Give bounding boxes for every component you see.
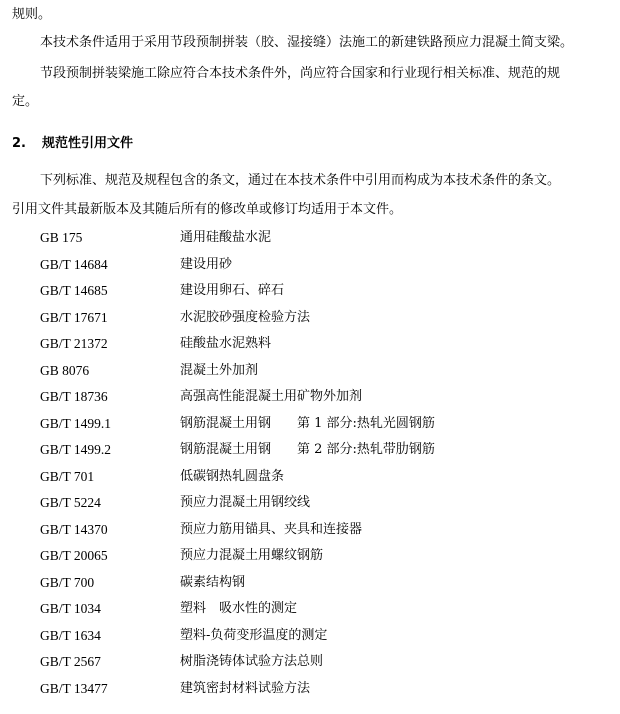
continuation-text: 规则。 xyxy=(12,7,52,22)
reference-code: GB 175 xyxy=(40,230,83,245)
reference-title: 钢筋混凝土用钢 第 2 部分:热轧带肋钢筋 xyxy=(180,442,435,457)
reference-title: 塑料-负荷变形温度的测定 xyxy=(180,627,328,643)
section-intro-continuation: 引用文件其最新版本及其随后所有的修改单或修订均适用于本文件。 xyxy=(12,202,403,217)
reference-title: 预应力混凝土用钢绞线 xyxy=(180,495,311,510)
section-heading xyxy=(12,135,133,153)
reference-title: 树脂浇铸体试验方法总则 xyxy=(180,654,324,669)
reference-title: 低碳钢热轧圆盘条 xyxy=(180,468,285,484)
section-title: 规范性引用文件 xyxy=(42,136,134,151)
reference-title: 塑料 吸水性的测定 xyxy=(180,601,298,616)
reference-code: GB 8076 xyxy=(40,362,90,378)
reference-code: GB/T 1034 xyxy=(40,601,101,616)
reference-title: 水泥胶砂强度检验方法 xyxy=(180,309,311,325)
reference-code: GB/T 700 xyxy=(40,574,95,590)
reference-code: GB/T 14684 xyxy=(40,256,108,272)
reference-code: GB/T 5224 xyxy=(40,495,101,510)
compliance-paragraph-continuation: 定。 xyxy=(12,94,39,109)
reference-title: 混凝土外加剂 xyxy=(180,362,259,378)
reference-title: 预应力筋用锚具、夹具和连接器 xyxy=(180,521,363,537)
reference-title: 硅酸盐水泥熟料 xyxy=(180,336,272,351)
reference-code: GB/T 14370 xyxy=(40,521,108,537)
reference-title: 碳素结构钢 xyxy=(180,574,246,590)
reference-code: GB/T 1499.1 xyxy=(40,415,112,431)
reference-code: GB/T 20065 xyxy=(40,548,108,563)
scope-paragraph: 本技术条件适用于采用节段预制拼装（胶、湿接缝）法施工的新建铁路预应力混凝土简支梁。 xyxy=(40,35,574,50)
reference-title: 高强高性能混凝土用矿物外加剂 xyxy=(180,389,363,404)
reference-title: 预应力混凝土用螺纹钢筋 xyxy=(180,548,324,563)
section-number: 2. xyxy=(12,136,26,151)
reference-code: GB/T 13477 xyxy=(40,680,108,696)
reference-code: GB/T 701 xyxy=(40,468,95,484)
reference-title: 建筑密封材料试验方法 xyxy=(180,680,311,696)
reference-code: GB/T 18736 xyxy=(40,389,108,404)
reference-title: 建设用砂 xyxy=(180,256,233,272)
reference-title: 钢筋混凝土用钢 第 1 部分:热轧光圆钢筋 xyxy=(180,415,435,431)
reference-title: 通用硅酸盐水泥 xyxy=(180,230,272,245)
reference-title: 建设用卵石、碎石 xyxy=(180,283,285,298)
reference-code: GB/T 17671 xyxy=(40,309,108,325)
reference-code: GB/T 14685 xyxy=(40,283,108,298)
section-intro: 下列标准、规范及规程包含的条文，通过在本技术条件中引用而构成为本技术条件的条文。 xyxy=(40,173,561,188)
reference-code: GB/T 21372 xyxy=(40,336,108,351)
compliance-paragraph: 节段预制拼装梁施工除应符合本技术条件外，尚应符合国家和行业现行相关标准、规范的规 xyxy=(40,66,561,81)
reference-code: GB/T 1634 xyxy=(40,627,101,643)
reference-code: GB/T 1499.2 xyxy=(40,442,112,457)
reference-code: GB/T 2567 xyxy=(40,654,101,669)
